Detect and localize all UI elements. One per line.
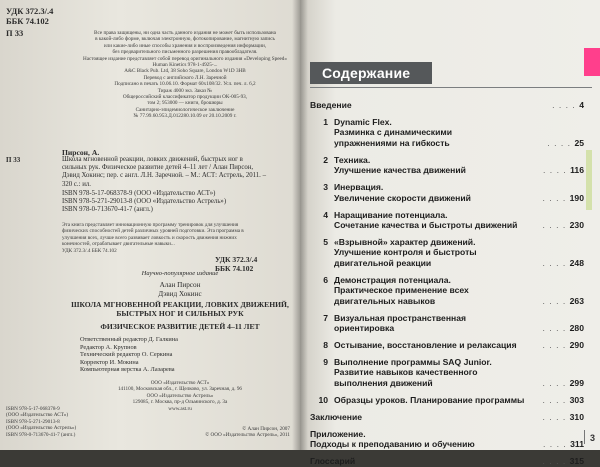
toc-leader-dots: . . . . bbox=[542, 322, 570, 333]
toc-page-number: 116 bbox=[570, 165, 584, 176]
toc-chapter-number: 5 bbox=[323, 237, 328, 247]
book-title-line: БЫСТРЫХ НОГ И СИЛЬНЫХ РУК bbox=[116, 309, 244, 319]
toc-title-line: Разминка с динамическими bbox=[334, 127, 453, 138]
credit-line: Ответственный редактор Д. Галкина bbox=[80, 336, 178, 343]
toc-chapter-number: 9 bbox=[323, 357, 328, 367]
left-page-imprint bbox=[0, 0, 300, 450]
copyright-line: © Алан Пирсон, 2007 bbox=[242, 426, 290, 432]
rights-line: Human Kinetics 978-1-4925-... bbox=[152, 62, 218, 69]
toc-entry bbox=[310, 340, 584, 350]
toc-title-line: упражнениями на гибкость bbox=[334, 137, 450, 148]
toc-entry bbox=[310, 100, 584, 110]
toc-chapter-number: 8 bbox=[323, 340, 328, 350]
toc-title-line: Приложение. bbox=[310, 428, 366, 439]
toc-chapter-number: 7 bbox=[323, 312, 328, 323]
toc-leader-dots: . . . . bbox=[542, 456, 570, 467]
toc-entry bbox=[310, 395, 584, 405]
toc-chapter-number: 2 bbox=[323, 154, 328, 165]
heading-divider bbox=[310, 87, 592, 88]
highlighter-mark bbox=[586, 150, 592, 210]
toc-entry bbox=[310, 210, 584, 231]
credit-line: Технический редактор О. Серкина bbox=[80, 351, 173, 359]
isbn-line: (ООО «Издательство АСТ») bbox=[6, 412, 69, 419]
description-line: сильных рук. Физическое развитие детей 4–11 лет / Алан Пирсон, bbox=[62, 164, 254, 172]
toc-title-line: Демонстрация потенциала. bbox=[334, 274, 451, 285]
toc-title-line: Улучшение контроля и быстроты bbox=[334, 247, 477, 258]
toc-title-line: Введение bbox=[310, 100, 352, 110]
toc-page-number: 4 bbox=[579, 100, 584, 110]
toc-title-line: «Взрывной» характер движений. bbox=[334, 237, 476, 247]
credit-line: Компьютерная верстка А. Лазарева bbox=[80, 366, 175, 374]
udk-code-2: УДК 372.3/.4 bbox=[215, 255, 258, 264]
page-number: 3 bbox=[590, 433, 596, 443]
toc-page-number: 248 bbox=[569, 257, 584, 268]
publisher-line: 141100, Московская обл., г. Щелково, ул. Заречная, д. 96 bbox=[117, 386, 243, 393]
isbn-line: ISBN 978-5-17-068378-9 bbox=[6, 406, 60, 412]
toc-page-number: 311 bbox=[570, 439, 584, 450]
toc-page-number: 190 bbox=[569, 192, 584, 203]
toc-leader-dots: . . . . bbox=[542, 340, 570, 350]
toc-entry bbox=[310, 456, 584, 466]
toc-chapter-number: 10 bbox=[318, 394, 328, 405]
rights-line: том 2; 953000 — книги, брошюры bbox=[147, 100, 223, 107]
author-heading: Пирсон, А. bbox=[62, 148, 100, 157]
toc-title-line: Подходы к преподаванию и обучению bbox=[310, 439, 475, 450]
toc-entry bbox=[310, 155, 584, 176]
toc-title-line: Остывание, восстановление и релаксация bbox=[334, 340, 517, 350]
toc-chapter-number: 6 bbox=[323, 274, 328, 285]
toc-page-number: 25 bbox=[574, 137, 584, 148]
toc-title-line: двигательной реакции bbox=[334, 257, 432, 268]
toc-chapter-number: 3 bbox=[323, 182, 328, 193]
book-subtitle: ФИЗИЧЕСКОЕ РАЗВИТИЕ ДЕТЕЙ 4–11 ЛЕТ bbox=[100, 322, 260, 331]
toc-page-number: 315 bbox=[569, 456, 584, 467]
publisher-block bbox=[80, 380, 280, 412]
rights-line: Общероссийский классификатор продукции ОК-005-93, bbox=[122, 94, 248, 101]
toc-title-line: ориентировка bbox=[334, 322, 395, 333]
toc-title-line: выполнения движений bbox=[334, 377, 433, 388]
publisher-line: ООО «Издательство АСТ» bbox=[150, 380, 210, 386]
toc-leader-dots: . . . . bbox=[547, 137, 575, 148]
toc-title-line: двигательных навыков bbox=[334, 295, 436, 306]
book-title bbox=[60, 300, 300, 319]
rights-line: A&C Black Pub. Ltd, 38 Soho Square, London W1D 3HB bbox=[124, 68, 246, 75]
toc-entry bbox=[310, 182, 584, 203]
isbn-block-2 bbox=[6, 406, 106, 438]
author-name: Алан Пирсон bbox=[159, 281, 201, 289]
rights-line: Перевод с английского Л.Н. Заречной bbox=[143, 74, 227, 81]
rights-line: Подписано в печать 10.06.10. Формат 60x108/32. Усл. печ. л. 6,2 bbox=[114, 81, 256, 88]
author-name: Дэвид Хокинс bbox=[158, 290, 202, 298]
annotation-line: физических способностей детей различных уровней подготовки. Эта программа в bbox=[62, 228, 244, 235]
toc-title-line: Развитие навыков качественного bbox=[334, 367, 478, 378]
toc-entry bbox=[310, 275, 584, 306]
book-spine-shadow bbox=[292, 0, 308, 450]
annotation bbox=[62, 222, 292, 254]
annotation-line: конечностей, отрабатывает двигательные навыки... bbox=[62, 241, 175, 248]
toc-entry bbox=[310, 357, 584, 388]
toc-title-line: Улучшение качества движений bbox=[334, 165, 466, 176]
author-sign-code-2: П 33 bbox=[6, 156, 21, 164]
toc-title-line: Заключение bbox=[310, 411, 363, 422]
description-line: Дэвид Хокинс; пер. с англ. Л.Н. Заречной. – М.: АСТ: Астрель, 2011. – bbox=[62, 172, 266, 180]
toc-page-number: 303 bbox=[569, 394, 584, 405]
publisher-line: ООО «Издательство Астрель» bbox=[146, 392, 214, 399]
toc-leader-dots: . . . . bbox=[542, 192, 570, 203]
authors-list bbox=[60, 281, 300, 299]
toc-title-line: Техника. bbox=[334, 154, 371, 165]
toc-leader-dots: . . . . bbox=[542, 377, 570, 388]
toc-title-line: Dynamic Flex. bbox=[334, 117, 392, 127]
toc-leader-dots: . . . . bbox=[543, 439, 571, 450]
toc-page-number: 299 bbox=[569, 377, 584, 388]
toc-entry bbox=[310, 313, 584, 334]
author-sign-code: П 33 bbox=[6, 28, 24, 38]
isbn-line: ISBN 978-0-713670-41-7 (англ.) bbox=[6, 431, 76, 438]
toc-leader-dots: . . . . bbox=[542, 219, 570, 230]
description-line: Школа мгновенной реакции, ловких движений, быстрых ног в bbox=[62, 156, 243, 163]
toc-leader-dots: . . . . bbox=[542, 295, 570, 306]
toc-title-line: Образцы уроков. Планирование программы bbox=[334, 394, 525, 405]
toc-leader-dots: . . . . bbox=[542, 394, 570, 405]
rights-line: Санитарно-эпидемиологическое заключение bbox=[135, 106, 235, 113]
genre-label: Научно-популярное издание bbox=[141, 270, 219, 277]
credit-line: Редактор А. Крупнов bbox=[80, 343, 137, 351]
toc-chapter-number: 1 bbox=[323, 117, 328, 127]
isbn-line: ISBN 978-5-271-29013-8 bbox=[6, 418, 60, 425]
publisher-line: 129085, г. Москва, пр-д Ольминского, д. 3а bbox=[132, 399, 228, 406]
isbn-line: ISBN 978-5-17-068378-9 (ООО «Издательство АСТ») bbox=[62, 190, 216, 197]
toc-title-line: Выполнение программы SAQ Junior. bbox=[334, 357, 492, 367]
toc-title-line: Инервация. bbox=[334, 182, 384, 193]
toc-title-line: Увеличение скорости движений bbox=[334, 192, 471, 203]
isbn-line: (ООО «Издательство Астрель») bbox=[6, 425, 77, 432]
toc-leader-dots: . . . . bbox=[542, 257, 570, 268]
rights-notice bbox=[80, 30, 290, 120]
toc-title-line: Практическое применение всех bbox=[334, 285, 469, 296]
rights-line: Настоящее издание представляет собой перевод оригинального издания «Developing Speed» bbox=[82, 55, 287, 62]
bbk-code-2: ББК 74.102 bbox=[215, 264, 254, 273]
toc-leader-dots: . . . . bbox=[543, 165, 571, 176]
toc-entry bbox=[310, 412, 584, 422]
credit-line: Корректор И. Мокина bbox=[80, 358, 139, 366]
toc-title-line: Наращивание потенциала. bbox=[334, 209, 448, 220]
rights-line: в какой-либо форме, включая электронную, фотокопирование, магнитную запись bbox=[95, 36, 275, 43]
annotation-line: Эта книга представляет инновационную программу тренировок для улучшения bbox=[62, 222, 239, 228]
toc-entry bbox=[310, 117, 584, 148]
rights-line: Все права защищены, ни одна часть данного издания не может быть использована bbox=[94, 30, 276, 36]
book-title-line: ШКОЛА МГНОВЕННОЙ РЕАКЦИИ, ЛОВКИХ ДВИЖЕНИЙ, bbox=[71, 300, 289, 309]
toc-page-number: 280 bbox=[569, 322, 584, 333]
udk-code: УДК 372.3/.4 bbox=[6, 6, 54, 16]
toc-entry bbox=[310, 429, 584, 450]
toc-page-number: 263 bbox=[569, 295, 584, 306]
isbn-block bbox=[62, 190, 226, 215]
rights-line: № 77.99.60.953.Д.012280.10.09 от 20.10.2009 г. bbox=[133, 113, 237, 120]
toc-page-number: 290 bbox=[569, 340, 584, 350]
publisher-line: www.ast.ru bbox=[168, 405, 192, 412]
toc-chapter-number: 4 bbox=[323, 209, 328, 220]
description-line: 320 с.: ил. bbox=[62, 180, 91, 188]
toc-page-number: 230 bbox=[569, 219, 584, 230]
udk-bbk-block bbox=[6, 6, 53, 26]
toc-entry bbox=[310, 237, 584, 268]
page-number-divider bbox=[584, 430, 585, 444]
rights-line: Тираж 4000 экз. Заказ № bbox=[157, 87, 213, 94]
isbn-line: ISBN 978-0-713670-41-7 (англ.) bbox=[62, 206, 153, 214]
toc-leader-dots: . . . . bbox=[542, 411, 570, 422]
rights-line: или какие-либо иные способы хранения и воспроизведения информации, bbox=[103, 42, 267, 49]
copyright-line: © ООО «Издательство Астрель», 2011 bbox=[205, 432, 290, 439]
toc-leader-dots: . . . . bbox=[552, 100, 580, 110]
toc-title-line: Глоссарий bbox=[310, 456, 356, 467]
copyright-block bbox=[120, 426, 290, 439]
rights-line: без предварительного письменного разрешения правообладателя. bbox=[112, 49, 258, 56]
toc-title-line: Сочетание качества и быстроты движений bbox=[334, 219, 518, 230]
bbk-code: ББК 74.102 bbox=[6, 16, 49, 26]
isbn-line: ISBN 978-5-271-29013-8 (ООО «Издательство Астрель») bbox=[62, 198, 227, 206]
annotation-line: УДК 372.3/.4 ББК 74.102 bbox=[62, 247, 117, 254]
toc-page-number: 310 bbox=[569, 411, 584, 422]
bibliographic-description bbox=[62, 156, 292, 189]
toc-title-line: Визуальная пространственная bbox=[334, 312, 467, 323]
annotation-line: улучшения всех, лучше всего развивает ловкость и скорость движения нижних bbox=[62, 234, 237, 241]
sticky-tab bbox=[584, 48, 600, 76]
contents-heading: Содержание bbox=[310, 62, 432, 84]
credits-block bbox=[80, 336, 280, 374]
